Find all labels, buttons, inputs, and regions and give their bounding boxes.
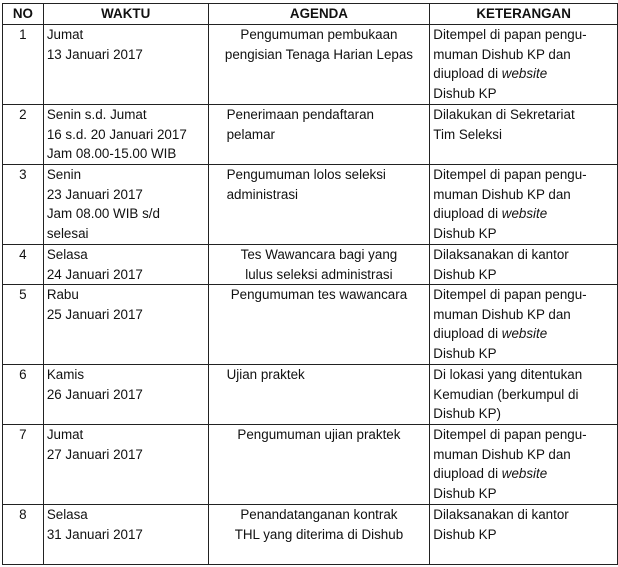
keterangan-line bbox=[433, 324, 614, 344]
agenda-line: Penerimaan pendaftaran bbox=[226, 107, 374, 122]
keterangan-line bbox=[433, 204, 614, 224]
cell-agenda bbox=[208, 165, 430, 245]
cell-keterangan bbox=[430, 285, 618, 365]
header-agenda: AGENDA bbox=[208, 4, 430, 25]
cell-waktu bbox=[43, 505, 208, 565]
keterangan-line: Ditempel di papan pengu- bbox=[433, 287, 587, 302]
schedule-table bbox=[2, 3, 618, 565]
keterangan-line bbox=[433, 64, 614, 84]
table-row bbox=[3, 105, 618, 165]
keterangan-text: diupload di bbox=[433, 66, 499, 81]
waktu-line: 26 Januari 2017 bbox=[46, 386, 143, 402]
cell-keterangan bbox=[430, 25, 618, 105]
keterangan-line: Di lokasi yang ditentukan bbox=[433, 367, 583, 382]
table-row bbox=[3, 165, 618, 245]
cell-no: 6 bbox=[3, 365, 44, 425]
waktu-line: Jumat bbox=[46, 27, 84, 42]
waktu-line: selesai bbox=[46, 225, 89, 241]
waktu-line: 27 Januari 2017 bbox=[46, 446, 143, 462]
keterangan-text: diupload di bbox=[433, 466, 499, 481]
keterangan-line: Dishub KP bbox=[433, 345, 497, 361]
cell-waktu bbox=[43, 165, 208, 245]
header-no: NO bbox=[3, 4, 44, 25]
waktu-line: Senin s.d. Jumat bbox=[46, 107, 147, 122]
keterangan-text: diupload di bbox=[433, 326, 499, 341]
keterangan-line: Dishub KP bbox=[433, 526, 497, 542]
cell-no: 5 bbox=[3, 285, 44, 365]
header-waktu: WAKTU bbox=[43, 4, 208, 25]
keterangan-website: website bbox=[501, 66, 548, 81]
cell-agenda bbox=[208, 425, 430, 505]
cell-waktu bbox=[43, 25, 208, 105]
waktu-line: 31 Januari 2017 bbox=[46, 526, 143, 542]
waktu-line: 24 Januari 2017 bbox=[46, 266, 143, 282]
cell-agenda bbox=[208, 105, 430, 165]
waktu-line: Jam 08.00-15.00 WIB bbox=[46, 146, 177, 161]
keterangan-line: Ditempel di papan pengu- bbox=[433, 427, 587, 442]
agenda-line: pelamar bbox=[226, 126, 275, 142]
cell-waktu bbox=[43, 425, 208, 505]
waktu-line: 13 Januari 2017 bbox=[46, 46, 143, 62]
keterangan-line: Dishub KP bbox=[433, 485, 497, 501]
keterangan-line: Dishub KP) bbox=[433, 406, 502, 421]
keterangan-line: Tim Seleksi bbox=[433, 126, 502, 142]
waktu-line: 23 Januari 2017 bbox=[46, 186, 143, 202]
keterangan-line: Dishub KP bbox=[433, 266, 497, 282]
cell-agenda bbox=[208, 505, 430, 565]
keterangan-line: Ditempel di papan pengu- bbox=[433, 167, 587, 182]
cell-no: 7 bbox=[3, 425, 44, 505]
cell-waktu bbox=[43, 245, 208, 285]
waktu-line: Selasa bbox=[46, 507, 88, 522]
keterangan-line bbox=[433, 464, 614, 484]
table-row bbox=[3, 25, 618, 105]
cell-agenda bbox=[208, 25, 430, 105]
cell-no: 2 bbox=[3, 105, 44, 165]
cell-no: 1 bbox=[3, 25, 44, 105]
keterangan-text: diupload di bbox=[433, 206, 499, 221]
table-row bbox=[3, 505, 618, 565]
table-row bbox=[3, 245, 618, 285]
cell-waktu bbox=[43, 365, 208, 425]
keterangan-line: muman Dishub KP dan bbox=[433, 186, 571, 202]
cell-keterangan bbox=[430, 245, 618, 285]
keterangan-website: website bbox=[501, 206, 548, 221]
keterangan-line: muman Dishub KP dan bbox=[433, 446, 571, 462]
table-row bbox=[3, 365, 618, 425]
cell-no: 4 bbox=[3, 245, 44, 285]
agenda-line: Penandatanganan kontrak bbox=[240, 507, 398, 522]
header-keterangan: KETERANGAN bbox=[430, 4, 618, 25]
waktu-line: Jam 08.00 WIB s/d bbox=[46, 206, 160, 221]
table-row bbox=[3, 425, 618, 505]
keterangan-line: Ditempel di papan pengu- bbox=[433, 27, 587, 42]
keterangan-line: Dishub KP bbox=[433, 225, 497, 241]
keterangan-line: Dilaksanakan di kantor bbox=[433, 507, 569, 522]
waktu-line: 16 s.d. 20 Januari 2017 bbox=[46, 126, 187, 142]
agenda-line: Pengumuman pembukaan bbox=[240, 27, 398, 42]
waktu-line: Rabu bbox=[46, 287, 79, 302]
cell-agenda bbox=[208, 365, 430, 425]
keterangan-line: muman Dishub KP dan bbox=[433, 306, 571, 322]
agenda-line: administrasi bbox=[226, 186, 299, 202]
agenda-line: THL yang diterima di Dishub bbox=[234, 526, 404, 542]
cell-agenda bbox=[208, 245, 430, 285]
keterangan-line: Dilakukan di Sekretariat bbox=[433, 107, 575, 122]
waktu-line: Kamis bbox=[46, 367, 85, 382]
waktu-line: Senin bbox=[46, 167, 82, 182]
agenda-line: lulus seleksi administrasi bbox=[245, 266, 393, 282]
cell-keterangan bbox=[430, 505, 618, 565]
keterangan-website: website bbox=[501, 466, 548, 481]
keterangan-line: Kemudian (berkumpul di bbox=[433, 386, 579, 402]
agenda-line: Pengumuman tes wawancara bbox=[230, 287, 408, 302]
waktu-line: Selasa bbox=[46, 247, 88, 262]
cell-agenda bbox=[208, 285, 430, 365]
agenda-line: Pengumuman ujian praktek bbox=[237, 427, 401, 442]
keterangan-website: website bbox=[501, 326, 548, 341]
agenda-line: pengisian Tenaga Harian Lepas bbox=[224, 46, 413, 62]
cell-keterangan bbox=[430, 165, 618, 245]
keterangan-line: Dishub KP bbox=[433, 85, 497, 101]
agenda-line: Tes Wawancara bagi yang bbox=[240, 247, 398, 262]
agenda-line: Pengumuman lolos seleksi bbox=[226, 167, 386, 182]
table-row bbox=[3, 285, 618, 365]
cell-no: 8 bbox=[3, 505, 44, 565]
waktu-line: Jumat bbox=[46, 427, 84, 442]
header-row bbox=[3, 4, 618, 25]
cell-waktu bbox=[43, 285, 208, 365]
cell-waktu bbox=[43, 105, 208, 165]
waktu-line: 25 Januari 2017 bbox=[46, 306, 143, 322]
cell-keterangan bbox=[430, 365, 618, 425]
cell-no: 3 bbox=[3, 165, 44, 245]
keterangan-line: muman Dishub KP dan bbox=[433, 46, 571, 62]
agenda-line: Ujian praktek bbox=[226, 367, 305, 382]
keterangan-line: Dilaksanakan di kantor bbox=[433, 247, 569, 262]
cell-keterangan bbox=[430, 425, 618, 505]
cell-keterangan bbox=[430, 105, 618, 165]
